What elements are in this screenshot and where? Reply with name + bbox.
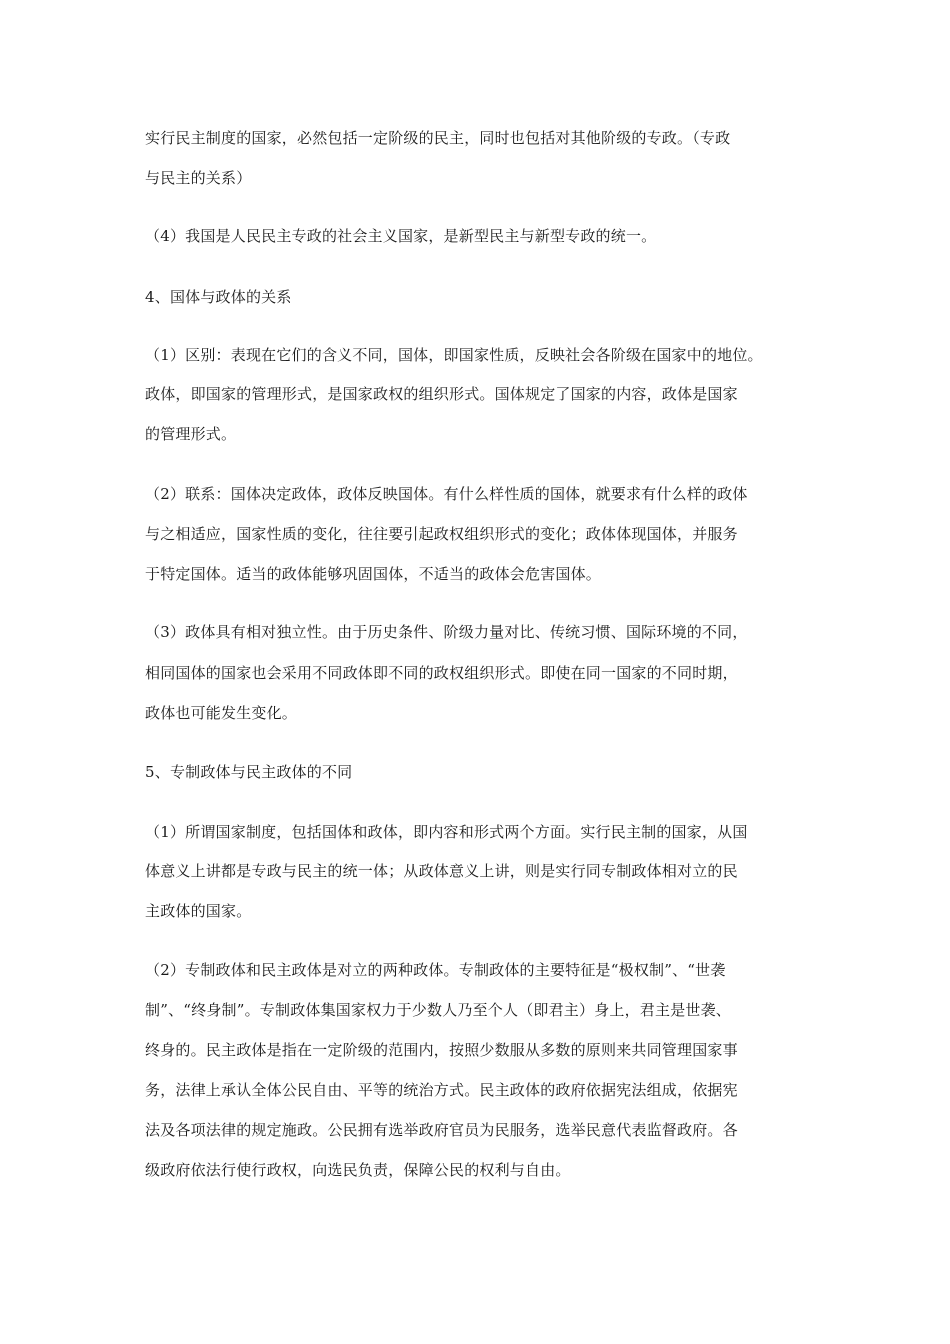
text-line: 务，法律上承认全体公民自由、平等的统治方式。民主政体的政府依据宪法组成，依据宪 [145,1081,738,1099]
text-line: 制”、“终身制”。专制政体集国家权力于少数人乃至个人（即君主）身上，君主是世袭、 [145,1001,732,1019]
text-line: 相同国体的国家也会采用不同政体即不同的政权组织形式。即使在同一国家的不同时期， [145,664,738,682]
text-line: 主政体的国家。 [145,902,252,920]
text-line: 与民主的关系） [145,169,252,187]
text-line: 体意义上讲都是专政与民主的统一体；从政体意义上讲，则是实行同专制政体相对立的民 [145,862,738,880]
text-line: 终身的。民主政体是指在一定阶级的范围内，按照少数服从多数的原则来共同管理国家事 [145,1041,738,1059]
text-line: 政体也可能发生变化。 [145,704,298,722]
text-line: （4）我国是人民民主专政的社会主义国家，是新型民主与新型专政的统一。 [145,227,657,245]
text-line: （1）区别：表现在它们的含义不同，国体，即国家性质，反映社会各阶级在国家中的地位。 [145,346,763,364]
text-line: （1）所谓国家制度，包括国体和政体，即内容和形式两个方面。实行民主制的国家，从国 [145,823,748,841]
text-line: （2）专制政体和民主政体是对立的两种政体。专制政体的主要特征是“极权制”、“世袭 [145,961,726,979]
text-line: 于特定国体。适当的政体能够巩固国体，不适当的政体会危害国体。 [145,565,602,583]
text-line: 的管理形式。 [145,425,237,443]
text-line: 与之相适应，国家性质的变化，往往要引起政权组织形式的变化；政体体现国体，并服务 [145,525,738,543]
section-heading: 5、专制政体与民主政体的不同 [145,763,353,781]
text-line: 实行民主制度的国家，必然包括一定阶级的民主，同时也包括对其他阶级的专政。（专政 [145,129,731,147]
text-line: 法及各项法律的规定施政。公民拥有选举政府官员为民服务，选举民意代表监督政府。各 [145,1121,738,1139]
section-heading: 4、国体与政体的关系 [145,288,292,306]
text-line: 级政府依法行使行政权，向选民负责，保障公民的权利与自由。 [145,1161,571,1179]
text-line: （2）联系：国体决定政体，政体反映国体。有什么样性质的国体，就要求有什么样的政体 [145,485,748,503]
text-line: 政体，即国家的管理形式，是国家政权的组织形式。国体规定了国家的内容，政体是国家 [145,385,738,403]
text-line: （3）政体具有相对独立性。由于历史条件、阶级力量对比、传统习惯、国际环境的不同， [145,623,748,641]
